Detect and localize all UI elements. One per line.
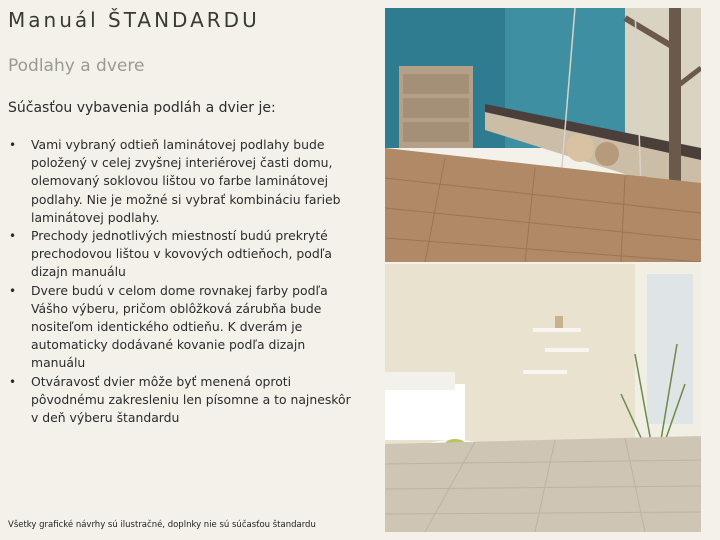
room-photo-warm-laminate-icon [385,8,701,262]
slide-title: Manuál ŠTANDARDU [8,8,260,32]
bullet-item-2: • Prechody jednotlivých miestností budú prekryté prechodovou lištou v kovových odtieňoch, podľa dizajn manuálu [8,227,356,282]
room-photo-light-laminate-icon [385,264,701,532]
bullet-list [8,136,356,427]
slide-subtitle: Podlahy a dvere [8,56,145,76]
bullet-item-1: • Vami vybraný odtieň laminátovej podlahy bude položený v celej zvyšnej interiérovej časti domu, olemovaný soklovou lištou vo farbe laminátovej podlahy. Nie je možné si vybrať kombináciu farieb laminátovej podlahy. [8,136,356,227]
bullet-item-3: • Dvere budú v celom dome rovnakej farby podľa Vášho výberu, pričom oblôžková zárubňa bude nositeľom identického odtieňu. K dverám je automaticky dodávané kovanie podľa dizajn manuálu [8,282,356,373]
footer-note: Všetky grafické návrhy sú ilustračné, doplnky nie sú súčasťou štandardu [8,520,316,530]
bullet-item-4: • Otváravosť dvier môže byť menená oproti pôvodnému zakresleniu len písomne a to najneskôr v deň výberu štandardu [8,373,356,428]
lead-text: Súčasťou vybavenia podláh a dvier je: [8,100,276,116]
